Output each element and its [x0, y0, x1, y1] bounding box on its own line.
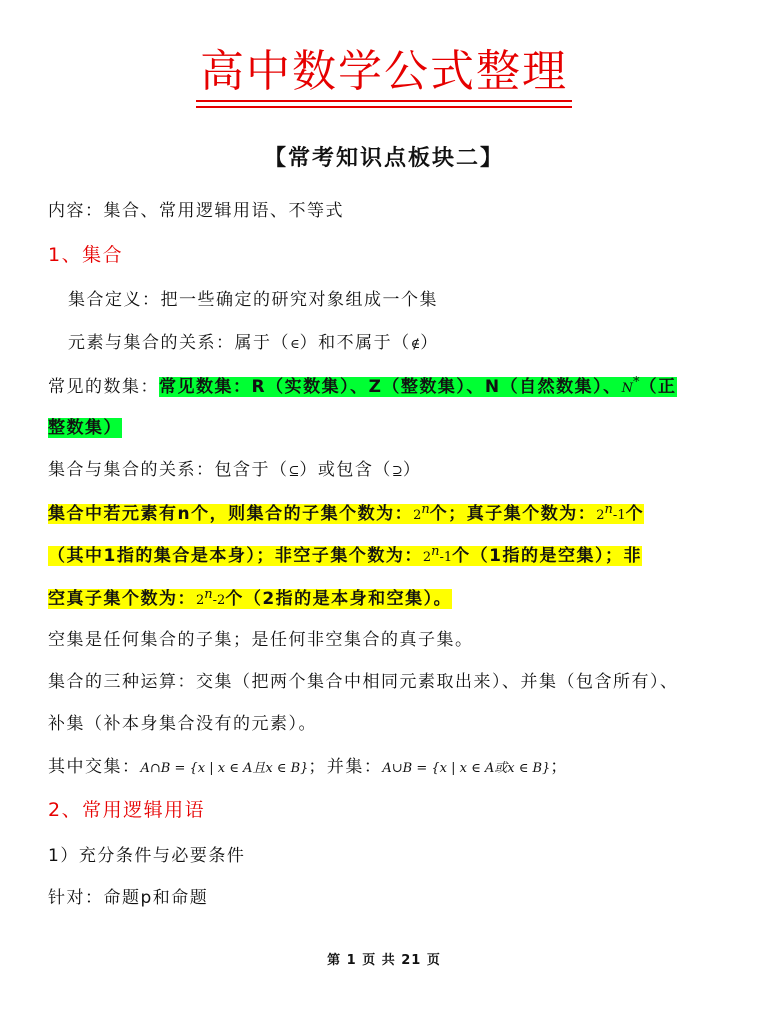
minus-two: -2 — [212, 593, 226, 608]
title-container — [0, 44, 768, 102]
intersection-label: 其中交集： — [48, 757, 141, 777]
subset-count-highlight-2 — [48, 546, 642, 566]
subset-count-line-2 — [48, 542, 728, 572]
section-subtitle: 【常考知识点板块二】 — [263, 146, 504, 171]
subset-count-highlight-3 — [48, 589, 452, 609]
subset-count-line-3 — [48, 585, 728, 615]
relation-mid: ）和不属于（ — [299, 333, 411, 353]
subset-count-text-c2: 个（2指的是本身和空集）。 — [225, 589, 453, 609]
subset-count-text-c1: 空真子集个数为： — [48, 589, 196, 609]
number-sets-line — [48, 373, 728, 403]
positive-integers-symbol: N — [621, 381, 634, 396]
set-set-relation — [48, 456, 728, 486]
set-relation-prefix: 集合与集合的关系：包含于（ — [48, 460, 289, 480]
power-base-2: 2 — [596, 508, 605, 523]
power-base-4: 2 — [196, 593, 205, 608]
logic-target: 针对：命题p和命题 — [48, 888, 209, 908]
power-base: 2 — [413, 508, 422, 523]
set-relation-mid: ）或包含（ — [299, 460, 392, 480]
section-heading-sets: 1、集合 — [48, 244, 124, 266]
power-exponent: n — [421, 502, 430, 517]
subset-count-text-b2: 个（1指的是空集）；非 — [452, 546, 642, 566]
page-footer: 第 1 页 共 21 页 — [327, 953, 441, 968]
intersection-formula: A∩B = {x | x ∈ A且x ∈ B} — [140, 761, 309, 776]
content-summary: 内容：集合、常用逻辑用语、不等式 — [48, 201, 344, 221]
section-heading-logic: 2、常用逻辑用语 — [48, 799, 206, 821]
subset-count-highlight-1 — [48, 504, 644, 524]
subset-count-line-1 — [48, 500, 728, 530]
subseteq-symbol: ⊆ — [288, 464, 300, 479]
subset-count-text-a2: 个；真子集个数为： — [429, 504, 597, 524]
union-formula: A∪B = {x | x ∈ A或x ∈ B} — [382, 761, 551, 776]
set-operations-line-2: 补集（补本身集合没有的元素）。 — [48, 714, 317, 734]
power-exponent-3: n — [431, 544, 440, 559]
set-operations-line-1: 集合的三种运算：交集（把两个集合中相同元素取出来）、并集（包含所有）、 — [48, 672, 679, 692]
set-definition: 集合定义：把一些确定的研究对象组成一个集 — [68, 290, 438, 310]
union-end: ； — [550, 757, 569, 777]
union-label: ；并集： — [308, 757, 383, 777]
power-exponent-4: n — [204, 587, 213, 602]
subset-count-text-a3: 个 — [625, 504, 645, 524]
minus-one-2: -1 — [439, 550, 453, 565]
number-sets-highlight — [159, 377, 677, 397]
supseteq-symbol: ⊇ — [391, 464, 403, 479]
page-title: 高中数学公式整理 — [196, 44, 572, 102]
relation-prefix: 元素与集合的关系：属于（ — [68, 333, 290, 353]
relation-end: ） — [420, 333, 439, 353]
number-sets-line-2 — [48, 414, 728, 442]
minus-one: -1 — [612, 508, 626, 523]
subset-count-text-a1: 集合中若元素有n个，则集合的子集个数为： — [48, 504, 414, 524]
element-set-relation — [68, 329, 748, 359]
power-exponent-2: n — [604, 502, 613, 517]
logic-item-1: 1）充分条件与必要条件 — [48, 846, 246, 866]
number-sets-label: 常见的数集： — [48, 377, 159, 397]
power-base-3: 2 — [422, 550, 432, 565]
number-sets-highlight-2: 整数集） — [48, 418, 122, 438]
not-element-of-symbol: ∉ — [410, 337, 421, 352]
star-superscript: * — [633, 375, 640, 390]
number-sets-text: 常见数集：R（实数集）、Z（整数集）、N（自然数集）、 — [159, 377, 622, 397]
subset-count-text-b1: （其中1指的集合是本身）；非空子集个数为： — [48, 546, 423, 566]
empty-set-statement: 空集是任何集合的子集；是任何非空集合的真子集。 — [48, 630, 474, 650]
set-relation-end: ） — [402, 460, 422, 480]
number-sets-tail: （正 — [639, 377, 677, 397]
intersection-union-formulas — [48, 753, 728, 783]
element-of-symbol: ∈ — [290, 337, 300, 352]
